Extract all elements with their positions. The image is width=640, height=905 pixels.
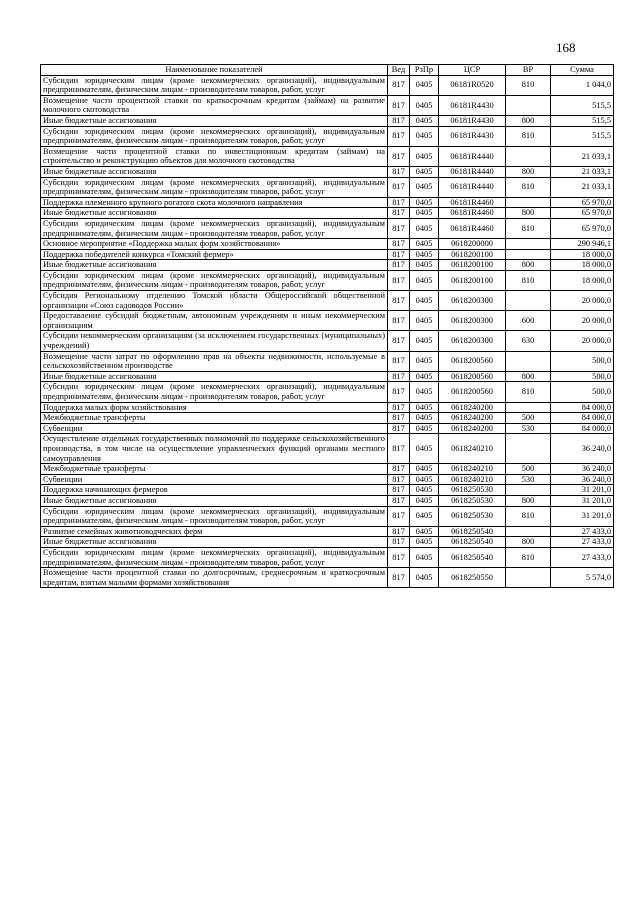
table-row	[41, 434, 614, 464]
table-row	[41, 351, 614, 371]
row-csr: 0618240200	[439, 413, 506, 424]
row-sum: 84 000,0	[551, 402, 614, 413]
row-vr: 530	[506, 423, 551, 434]
row-vr	[506, 146, 551, 166]
row-rzpr: 0405	[410, 371, 439, 382]
row-name: Субсидии юридическим лицам (кроме некоммерческих организаций), индивидуальным предпринимателям, физическим лицам - производителям товаров, работ, услуг	[41, 218, 388, 238]
row-sum: 31 201,0	[551, 485, 614, 496]
row-rzpr: 0405	[410, 270, 439, 290]
row-name: Субсидии юридическим лицам (кроме некоммерческих организаций), индивидуальным предпринимателям, физическим лицам - производителям товаров, работ, услуг	[41, 177, 388, 197]
row-rzpr: 0405	[410, 526, 439, 537]
row-ved: 817	[388, 495, 410, 506]
row-ved: 817	[388, 311, 410, 331]
row-name: Возмещение части процентной ставки по инвестиционным кредитам (займам) на строительство и реконструкцию объектов для молочного скотоводства	[41, 146, 388, 166]
row-name: Субсидии юридическим лицам (кроме некоммерческих организаций), индивидуальным предпринимателям, физическим лицам - производителям товаров, работ, услуг	[41, 506, 388, 526]
row-sum: 27 433,0	[551, 526, 614, 537]
row-ved: 817	[388, 485, 410, 496]
table-row	[41, 126, 614, 146]
row-rzpr: 0405	[410, 166, 439, 177]
row-sum: 5 574,0	[551, 568, 614, 588]
row-rzpr: 0405	[410, 537, 439, 548]
row-ved: 817	[388, 249, 410, 260]
row-ved: 817	[388, 402, 410, 413]
row-csr: 0618200100	[439, 260, 506, 271]
row-vr: 500	[506, 464, 551, 475]
row-rzpr: 0405	[410, 249, 439, 260]
row-vr	[506, 485, 551, 496]
row-vr: 800	[506, 537, 551, 548]
row-name: Поддержка победителей конкурса «Томский фермер»	[41, 249, 388, 260]
row-rzpr: 0405	[410, 434, 439, 464]
table-row	[41, 423, 614, 434]
row-vr	[506, 402, 551, 413]
row-sum: 27 433,0	[551, 547, 614, 567]
row-ved: 817	[388, 218, 410, 238]
row-rzpr: 0405	[410, 547, 439, 567]
table-row	[41, 115, 614, 126]
row-sum: 21 033,1	[551, 177, 614, 197]
row-rzpr: 0405	[410, 75, 439, 95]
row-ved: 817	[388, 177, 410, 197]
row-ved: 817	[388, 239, 410, 250]
row-sum: 20 000,0	[551, 311, 614, 331]
row-sum: 84 000,0	[551, 423, 614, 434]
col-header-sum: Сумма	[551, 65, 614, 76]
row-csr: 06181R4460	[439, 197, 506, 208]
row-name: Возмещение части процентной ставки по краткосрочным кредитам (займам) на развитие молочного скотоводства	[41, 95, 388, 115]
row-sum: 1 044,0	[551, 75, 614, 95]
row-rzpr: 0405	[410, 260, 439, 271]
row-csr: 0618250540	[439, 526, 506, 537]
row-name: Возмещение части процентной ставки по долгосрочным, среднесрочным и краткосрочным кредитам, взятым малыми формами хозяйствования	[41, 568, 388, 588]
row-sum: 20 000,0	[551, 331, 614, 351]
row-rzpr: 0405	[410, 239, 439, 250]
row-name: Иные бюджетные ассигнования	[41, 495, 388, 506]
row-vr: 810	[506, 506, 551, 526]
table-row	[41, 177, 614, 197]
row-csr: 06181R4430	[439, 126, 506, 146]
row-rzpr: 0405	[410, 423, 439, 434]
row-sum: 65 970,0	[551, 218, 614, 238]
row-vr: 800	[506, 260, 551, 271]
row-csr: 0618240210	[439, 434, 506, 464]
row-sum: 65 970,0	[551, 197, 614, 208]
row-name: Иные бюджетные ассигнования	[41, 260, 388, 271]
row-ved: 817	[388, 291, 410, 311]
table-row	[41, 239, 614, 250]
row-csr: 0618200560	[439, 382, 506, 402]
row-sum: 290 946,1	[551, 239, 614, 250]
row-rzpr: 0405	[410, 311, 439, 331]
table-row	[41, 270, 614, 290]
row-csr: 0618250540	[439, 537, 506, 548]
row-vr: 800	[506, 208, 551, 219]
table-row	[41, 506, 614, 526]
row-rzpr: 0405	[410, 568, 439, 588]
row-vr	[506, 434, 551, 464]
row-vr	[506, 568, 551, 588]
row-vr: 500	[506, 413, 551, 424]
row-csr: 06181R4460	[439, 218, 506, 238]
row-csr: 0618200560	[439, 351, 506, 371]
row-ved: 817	[388, 413, 410, 424]
row-name: Субсидии некоммерческим организациям (за исключением государственных (муниципальных) учреждений)	[41, 331, 388, 351]
row-csr: 06181R4430	[439, 115, 506, 126]
table-row	[41, 197, 614, 208]
row-name: Иные бюджетные ассигнования	[41, 208, 388, 219]
row-name: Субсидии юридическим лицам (кроме некоммерческих организаций), индивидуальным предпринимателям, физическим лицам - производителям товаров, работ, услуг	[41, 382, 388, 402]
row-csr: 06181R4460	[439, 208, 506, 219]
row-name: Субсидии юридическим лицам (кроме некоммерческих организаций), индивидуальным предпринимателям, физическим лицам - производителям товаров, работ, услуг	[41, 126, 388, 146]
table-row	[41, 537, 614, 548]
row-ved: 817	[388, 115, 410, 126]
row-csr: 0618250530	[439, 506, 506, 526]
row-vr: 800	[506, 495, 551, 506]
row-csr: 06181R4440	[439, 177, 506, 197]
col-header-csr: ЦСР	[439, 65, 506, 76]
row-sum: 36 240,0	[551, 464, 614, 475]
table-body	[41, 75, 614, 588]
row-ved: 817	[388, 537, 410, 548]
row-ved: 817	[388, 351, 410, 371]
row-name: Субсидии юридическим лицам (кроме некоммерческих организаций), индивидуальным предпринимателям, физическим лицам - производителям товаров, работ, услуг	[41, 270, 388, 290]
row-vr	[506, 526, 551, 537]
row-name: Межбюджетные трансферты	[41, 413, 388, 424]
row-rzpr: 0405	[410, 115, 439, 126]
row-ved: 817	[388, 95, 410, 115]
row-ved: 817	[388, 197, 410, 208]
row-csr: 0618200560	[439, 371, 506, 382]
row-name: Возмещение части затрат по оформлению прав на объекты недвижимости, используемые в сельскохозяйственном производстве	[41, 351, 388, 371]
row-rzpr: 0405	[410, 402, 439, 413]
table-row	[41, 95, 614, 115]
row-sum: 84 000,0	[551, 413, 614, 424]
table-row	[41, 75, 614, 95]
row-ved: 817	[388, 506, 410, 526]
row-name: Иные бюджетные ассигнования	[41, 537, 388, 548]
row-vr	[506, 95, 551, 115]
row-vr	[506, 239, 551, 250]
row-sum: 18 000,0	[551, 260, 614, 271]
row-ved: 817	[388, 547, 410, 567]
row-csr: 06181R0520	[439, 75, 506, 95]
table-row	[41, 311, 614, 331]
row-csr: 0618200300	[439, 331, 506, 351]
row-csr: 0618250530	[439, 495, 506, 506]
table-row	[41, 568, 614, 588]
row-vr	[506, 249, 551, 260]
row-rzpr: 0405	[410, 218, 439, 238]
row-ved: 817	[388, 208, 410, 219]
row-name: Субсидия Региональному отделению Томской области Общероссийской общественной организации «Союз садоводов России»	[41, 291, 388, 311]
row-vr: 810	[506, 177, 551, 197]
row-sum: 21 033,1	[551, 146, 614, 166]
row-ved: 817	[388, 464, 410, 475]
row-rzpr: 0405	[410, 495, 439, 506]
row-rzpr: 0405	[410, 208, 439, 219]
table-row	[41, 413, 614, 424]
row-rzpr: 0405	[410, 126, 439, 146]
table-row	[41, 371, 614, 382]
row-name: Поддержка племенного крупного рогатого скота молочного направления	[41, 197, 388, 208]
row-name: Развитие семейных животноводческих ферм	[41, 526, 388, 537]
row-rzpr: 0405	[410, 291, 439, 311]
row-ved: 817	[388, 382, 410, 402]
row-rzpr: 0405	[410, 464, 439, 475]
row-ved: 817	[388, 126, 410, 146]
row-sum: 21 033,1	[551, 166, 614, 177]
row-rzpr: 0405	[410, 197, 439, 208]
row-sum: 515,5	[551, 95, 614, 115]
table-row	[41, 146, 614, 166]
row-ved: 817	[388, 526, 410, 537]
table-row	[41, 166, 614, 177]
row-ved: 817	[388, 260, 410, 271]
row-vr: 810	[506, 382, 551, 402]
row-rzpr: 0405	[410, 95, 439, 115]
row-vr: 600	[506, 311, 551, 331]
row-vr	[506, 291, 551, 311]
row-vr: 810	[506, 218, 551, 238]
row-sum: 515,5	[551, 126, 614, 146]
row-vr: 800	[506, 115, 551, 126]
row-name: Иные бюджетные ассигнования	[41, 166, 388, 177]
row-rzpr: 0405	[410, 146, 439, 166]
table-row	[41, 402, 614, 413]
row-sum: 65 970,0	[551, 208, 614, 219]
row-vr: 810	[506, 270, 551, 290]
row-rzpr: 0405	[410, 474, 439, 485]
row-csr: 06181R4440	[439, 146, 506, 166]
row-sum: 36 240,0	[551, 434, 614, 464]
row-vr: 630	[506, 331, 551, 351]
table-row	[41, 485, 614, 496]
table-row	[41, 464, 614, 475]
row-csr: 0618250550	[439, 568, 506, 588]
row-ved: 817	[388, 568, 410, 588]
row-ved: 817	[388, 371, 410, 382]
row-name: Субвенции	[41, 423, 388, 434]
row-csr: 0618200100	[439, 249, 506, 260]
row-ved: 817	[388, 270, 410, 290]
row-vr: 800	[506, 371, 551, 382]
row-vr	[506, 351, 551, 371]
table-row	[41, 249, 614, 260]
row-vr: 800	[506, 166, 551, 177]
row-sum: 31 201,0	[551, 506, 614, 526]
row-rzpr: 0405	[410, 506, 439, 526]
row-rzpr: 0405	[410, 413, 439, 424]
row-name: Поддержка малых форм хозяйствования	[41, 402, 388, 413]
row-csr: 0618200300	[439, 311, 506, 331]
row-ved: 817	[388, 146, 410, 166]
table-row	[41, 547, 614, 567]
row-csr: 0618240210	[439, 464, 506, 475]
row-csr: 0618240210	[439, 474, 506, 485]
row-ved: 817	[388, 474, 410, 485]
col-header-ved: Вед	[388, 65, 410, 76]
row-rzpr: 0405	[410, 331, 439, 351]
row-sum: 500,0	[551, 382, 614, 402]
row-csr: 0618200300	[439, 291, 506, 311]
table-row	[41, 218, 614, 238]
budget-table	[40, 64, 614, 588]
row-sum: 18 000,0	[551, 249, 614, 260]
row-name: Иные бюджетные ассигнования	[41, 371, 388, 382]
table-row	[41, 331, 614, 351]
row-name: Основное мероприятие «Поддержка малых форм хозяйствования»	[41, 239, 388, 250]
row-vr	[506, 197, 551, 208]
row-ved: 817	[388, 434, 410, 464]
row-rzpr: 0405	[410, 351, 439, 371]
row-csr: 06181R4440	[439, 166, 506, 177]
row-name: Осуществление отдельных государственных полномочий по поддержке сельскохозяйственного производства, в том числе на осуществление управленческих функций органами местного самоуправления	[41, 434, 388, 464]
page-number: 168	[556, 40, 576, 55]
row-ved: 817	[388, 166, 410, 177]
row-vr: 810	[506, 126, 551, 146]
row-sum: 27 433,0	[551, 537, 614, 548]
row-vr: 530	[506, 474, 551, 485]
table-header-row	[41, 65, 614, 76]
row-sum: 515,5	[551, 115, 614, 126]
table-row	[41, 382, 614, 402]
row-ved: 817	[388, 331, 410, 351]
row-vr: 810	[506, 547, 551, 567]
row-name: Иные бюджетные ассигнования	[41, 115, 388, 126]
row-name: Предоставление субсидий бюджетным, автономным учреждениям и иным некоммерческим организациям	[41, 311, 388, 331]
table-row	[41, 291, 614, 311]
row-csr: 0618200000	[439, 239, 506, 250]
table-row	[41, 526, 614, 537]
row-csr: 0618240200	[439, 402, 506, 413]
row-csr: 0618250540	[439, 547, 506, 567]
table-row	[41, 474, 614, 485]
row-csr: 0618200100	[439, 270, 506, 290]
row-name: Поддержка начинающих фермеров	[41, 485, 388, 496]
row-sum: 36 240,0	[551, 474, 614, 485]
table-row	[41, 260, 614, 271]
row-vr: 810	[506, 75, 551, 95]
row-rzpr: 0405	[410, 382, 439, 402]
row-csr: 0618240200	[439, 423, 506, 434]
row-ved: 817	[388, 423, 410, 434]
row-name: Субсидии юридическим лицам (кроме некоммерческих организаций), индивидуальным предпринимателям, физическим лицам - производителям товаров, работ, услуг	[41, 547, 388, 567]
row-name: Межбюджетные трансферты	[41, 464, 388, 475]
col-header-name: Наименование показателей	[41, 65, 388, 76]
row-sum: 18 000,0	[551, 270, 614, 290]
row-name: Субвенции	[41, 474, 388, 485]
row-csr: 06181R4430	[439, 95, 506, 115]
row-csr: 0618250530	[439, 485, 506, 496]
row-name: Субсидии юридическим лицам (кроме некоммерческих организаций), индивидуальным предпринимателям, физическим лицам - производителям товаров, работ, услуг	[41, 75, 388, 95]
table-row	[41, 495, 614, 506]
row-rzpr: 0405	[410, 177, 439, 197]
row-sum: 500,0	[551, 351, 614, 371]
row-rzpr: 0405	[410, 485, 439, 496]
row-sum: 500,0	[551, 371, 614, 382]
row-ved: 817	[388, 75, 410, 95]
row-sum: 20 000,0	[551, 291, 614, 311]
row-sum: 31 201,0	[551, 495, 614, 506]
table-row	[41, 208, 614, 219]
col-header-vr: ВР	[506, 65, 551, 76]
col-header-rzpr: РзПр	[410, 65, 439, 76]
